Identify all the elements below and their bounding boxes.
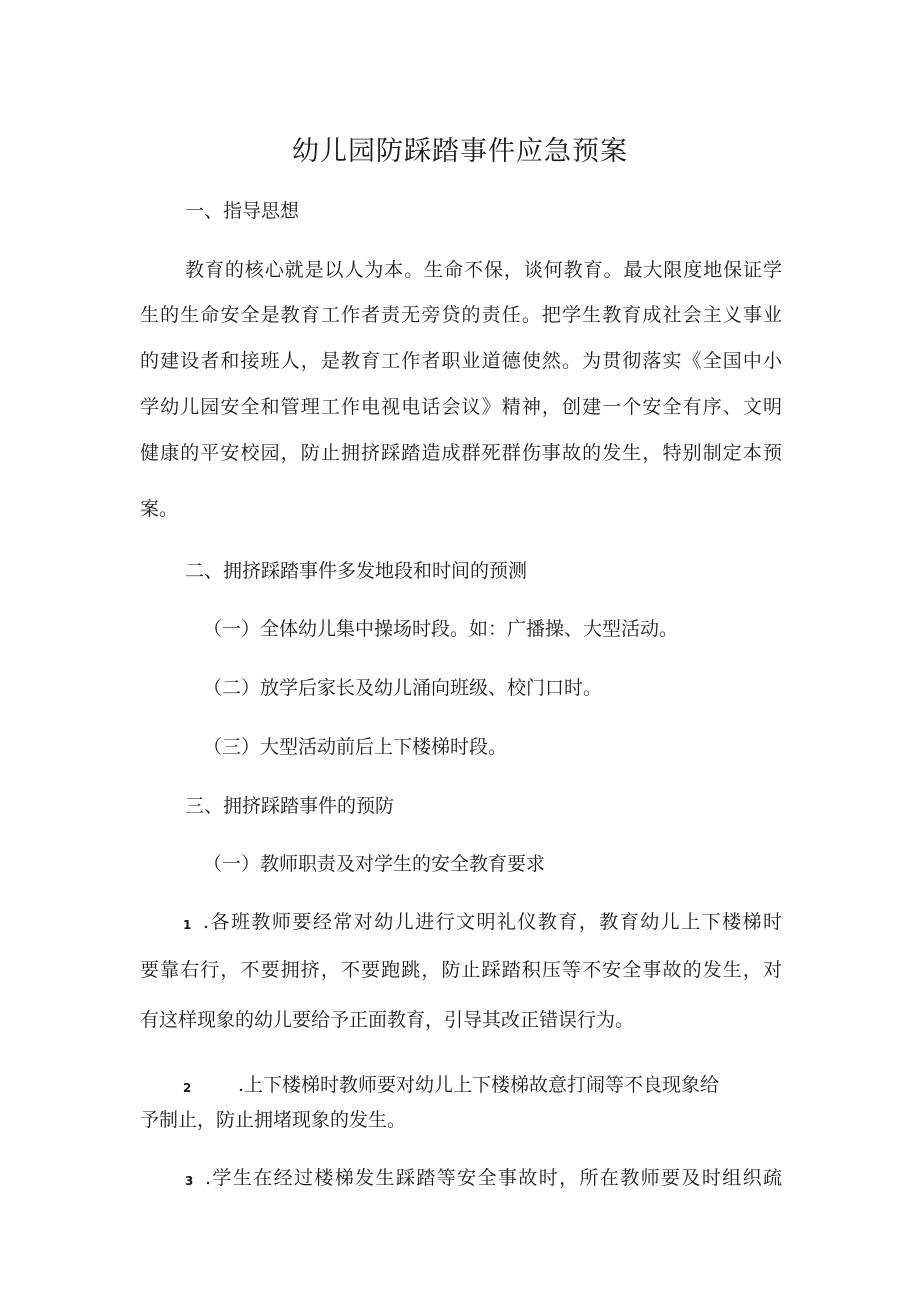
point-text: .上下楼梯时教师要对幼儿上下楼梯故意打闹等不良现象给 xyxy=(238,1074,720,1096)
sub-heading: （一）教师职责及对学生的安全教育要求 xyxy=(203,853,546,875)
paragraph-line: 学幼儿园安全和管理工作电视电话会议》精神，创建一个安全有序、文明 xyxy=(140,396,782,418)
section-heading: 一、指导思想 xyxy=(185,200,300,222)
paragraph-line: 健康的平安校园，防止拥挤踩踏造成群死群伤事故的发生，特别制定本预 xyxy=(140,442,782,464)
point-text: 有这样现象的幼儿要给予正面教育，引导其改正错误行为。 xyxy=(140,1009,635,1031)
point-number: 2 xyxy=(183,1081,192,1095)
list-item: （二）放学后家长及幼儿涌向班级、校门口时。 xyxy=(203,677,603,699)
list-item: （一）全体幼儿集中操场时段。如：广播操、大型活动。 xyxy=(203,618,679,640)
point-text: 要靠右行，不要拥挤，不要跑跳，防止踩踏积压等不安全事故的发生，对 xyxy=(140,959,782,981)
document-title: 幼儿园防踩踏事件应急预案 xyxy=(292,136,628,167)
point-text: 予制止，防止拥堵现象的发生。 xyxy=(140,1109,407,1131)
section-heading: 二、拥挤踩踏事件多发地段和时间的预测 xyxy=(185,560,528,582)
paragraph-line: 案。 xyxy=(140,498,179,520)
point-text: .各班教师要经常对幼儿进行文明礼仪教育，教育幼儿上下楼梯时 xyxy=(203,911,782,933)
list-item: （三）大型活动前后上下楼梯时段。 xyxy=(203,736,508,758)
section-heading: 三、拥挤踩踏事件的预防 xyxy=(185,795,395,817)
paragraph-line: 生的生命安全是教育工作者责无旁贷的责任。把学生教育成社会主义事业 xyxy=(140,304,782,326)
point-text: .学生在经过楼梯发生踩踏等安全事故时，所在教师要及时组织疏 xyxy=(205,1167,782,1189)
paragraph-line: 的建设者和接班人，是教育工作者职业道德使然。为贯彻落实《全国中小 xyxy=(140,350,782,372)
paragraph-line: 教育的核心就是以人为本。生命不保，谈何教育。最大限度地保证学 xyxy=(185,259,782,281)
point-number: 3 xyxy=(185,1174,194,1188)
point-number: 1 xyxy=(183,918,192,932)
